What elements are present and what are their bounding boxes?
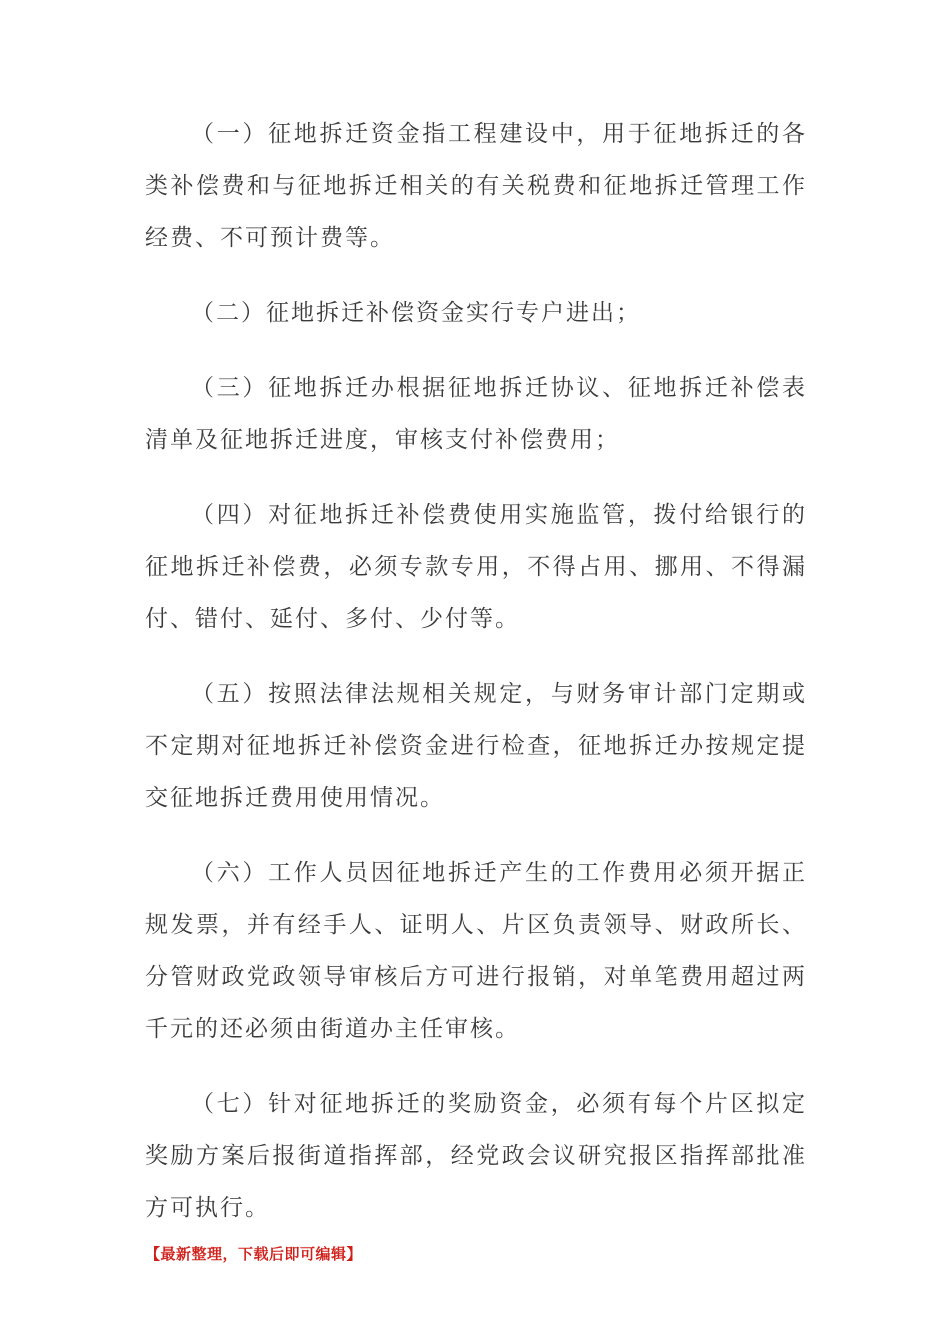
- paragraph-7: （七）针对征地拆迁的奖励资金，必须有每个片区拟定奖励方案后报街道指挥部，经党政会议研究报区指挥部批准方可执行。: [145, 1091, 807, 1221]
- paragraph-3: （三）征地拆迁办根据征地拆迁协议、征地拆迁补偿表清单及征地拆迁进度，审核支付补偿费用；: [145, 375, 807, 453]
- footer-note: 【最新整理，下载后即可编辑】: [145, 1245, 363, 1263]
- paragraph-1: （一）征地拆迁资金指工程建设中，用于征地拆迁的各类补偿费和与征地拆迁相关的有关税费和征地拆迁管理工作经费、不可预计费等。: [145, 121, 807, 251]
- paragraph-4: （四）对征地拆迁补偿费使用实施监管，拨付给银行的征地拆迁补偿费，必须专款专用，不得占用、挪用、不得漏付、错付、延付、多付、少付等。: [145, 502, 807, 632]
- document-body: [145, 108, 807, 1234]
- paragraph-2: （二）征地拆迁补偿资金实行专户进出；: [191, 300, 641, 326]
- paragraph-6: （六）工作人员因征地拆迁产生的工作费用必须开据正规发票，并有经手人、证明人、片区负责领导、财政所长、分管财政党政领导审核后方可进行报销，对单笔费用超过两千元的还必须由街道办主任审核。: [145, 860, 807, 1042]
- paragraph-5: （五）按照法律法规相关规定，与财务审计部门定期或不定期对征地拆迁补偿资金进行检查，征地拆迁办按规定提交征地拆迁费用使用情况。: [145, 681, 807, 811]
